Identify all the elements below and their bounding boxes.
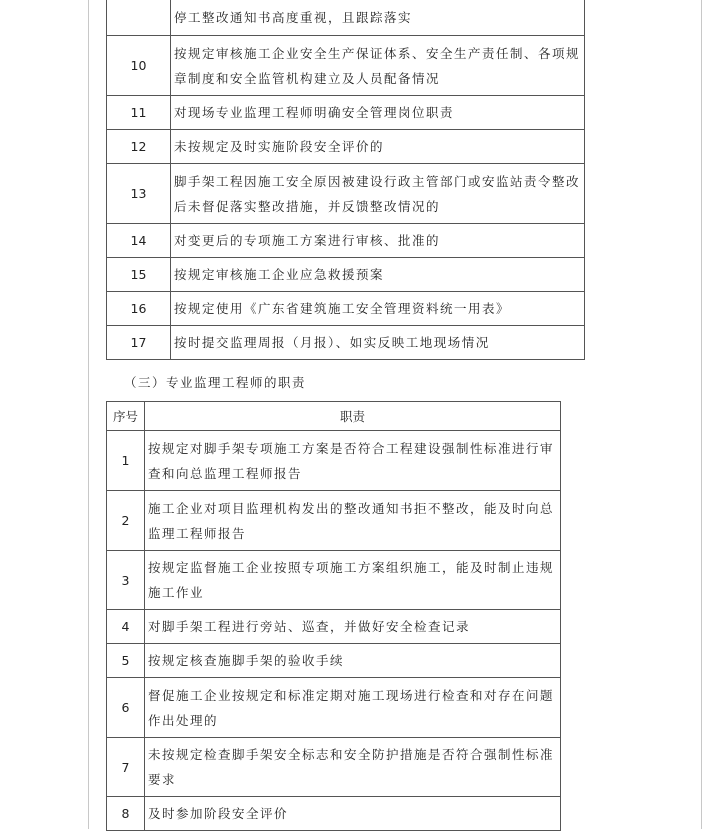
table-row	[107, 258, 585, 292]
header-number: 序号	[107, 402, 145, 431]
row-number: 8	[107, 797, 145, 831]
table-row	[107, 797, 561, 831]
table-row	[107, 96, 585, 130]
table-row	[107, 738, 561, 797]
page-edge-left	[88, 0, 89, 829]
table-row	[107, 610, 561, 644]
row-duty: 脚手架工程因施工安全原因被建设行政主管部门或安监站责令整改后未督促落实整改措施，并反馈整改情况的	[171, 164, 585, 224]
table-row	[107, 224, 585, 258]
row-duty: 按规定审核施工企业安全生产保证体系、安全生产责任制、各项规章制度和安全监管机构建立及人员配备情况	[171, 36, 585, 96]
table-row	[107, 678, 561, 738]
row-duty: 按时提交监理周报（月报）、如实反映工地现场情况	[171, 326, 585, 360]
row-duty: 督促施工企业按规定和标准定期对施工现场进行检查和对存在问题作出处理的	[145, 678, 561, 738]
table-row	[107, 491, 561, 551]
row-number: 11	[107, 96, 171, 130]
table-row	[107, 164, 585, 224]
row-duty: 停工整改通知书高度重视，且跟踪落实	[171, 0, 585, 36]
row-duty: 未按规定检查脚手架安全标志和安全防护措施是否符合强制性标准要求	[145, 738, 561, 797]
row-number: 16	[107, 292, 171, 326]
row-number: 1	[107, 431, 145, 491]
row-duty: 施工企业对项目监理机构发出的整改通知书拒不整改，能及时向总监理工程师报告	[145, 491, 561, 551]
row-number: 10	[107, 36, 171, 96]
row-number: 13	[107, 164, 171, 224]
row-duty: 对现场专业监理工程师明确安全管理岗位职责	[171, 96, 585, 130]
row-number: 7	[107, 738, 145, 797]
row-duty: 对变更后的专项施工方案进行审核、批准的	[171, 224, 585, 258]
row-number: 5	[107, 644, 145, 678]
row-number: 6	[107, 678, 145, 738]
row-duty: 按规定对脚手架专项施工方案是否符合工程建设强制性标准进行审查和向总监理工程师报告	[145, 431, 561, 491]
row-number	[107, 0, 171, 36]
supervision-duties-table	[106, 0, 585, 360]
row-duty: 按规定审核施工企业应急救援预案	[171, 258, 585, 292]
row-duty: 对脚手架工程进行旁站、巡查，并做好安全检查记录	[145, 610, 561, 644]
table-row	[107, 644, 561, 678]
table-row	[107, 130, 585, 164]
table-row	[107, 431, 561, 491]
row-duty: 及时参加阶段安全评价	[145, 797, 561, 831]
row-number: 4	[107, 610, 145, 644]
engineer-duties-table	[106, 401, 561, 831]
table-row	[107, 326, 585, 360]
table-header-row	[107, 402, 561, 431]
row-duty: 按规定核查施脚手架的验收手续	[145, 644, 561, 678]
page-edge-right	[701, 0, 702, 829]
table-row	[107, 36, 585, 96]
section-heading: （三）专业监理工程师的职责	[124, 375, 307, 390]
row-number: 3	[107, 551, 145, 610]
row-number: 14	[107, 224, 171, 258]
table-row	[107, 551, 561, 610]
row-duty: 未按规定及时实施阶段安全评价的	[171, 130, 585, 164]
row-duty: 按规定监督施工企业按照专项施工方案组织施工，能及时制止违规施工作业	[145, 551, 561, 610]
row-duty: 按规定使用《广东省建筑施工安全管理资料统一用表》	[171, 292, 585, 326]
header-duty: 职责	[145, 402, 561, 431]
row-number: 17	[107, 326, 171, 360]
row-number: 2	[107, 491, 145, 551]
row-number: 12	[107, 130, 171, 164]
table-row	[107, 292, 585, 326]
row-number: 15	[107, 258, 171, 292]
table-row	[107, 0, 585, 36]
